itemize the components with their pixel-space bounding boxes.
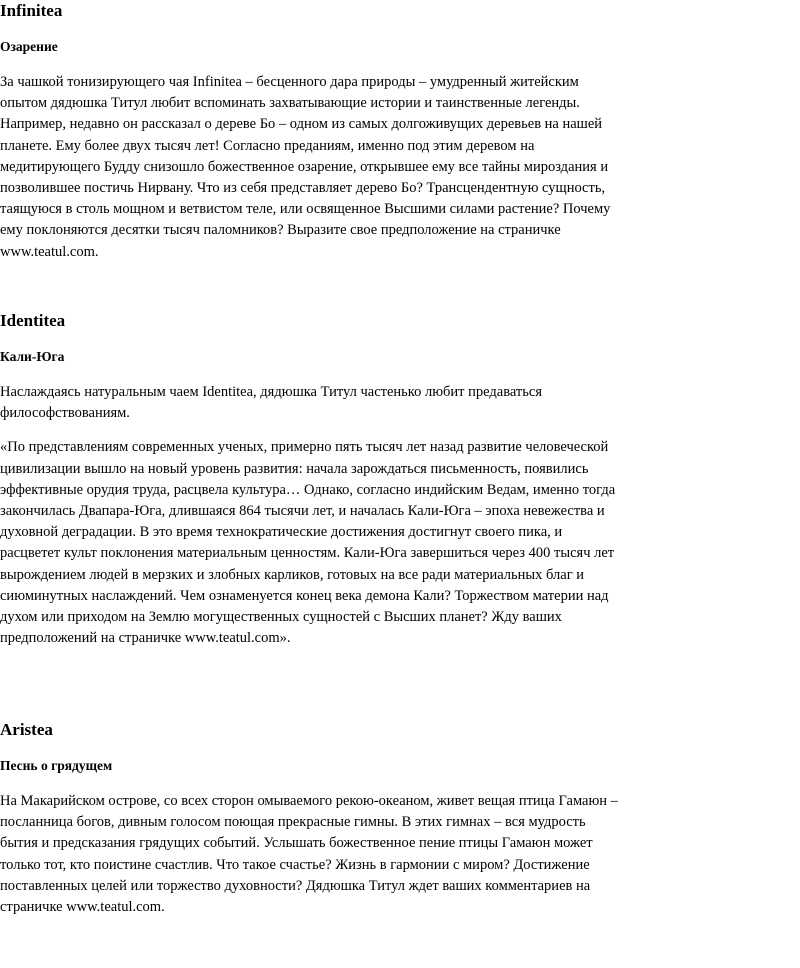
section-subtitle: Кали-Юга — [0, 349, 65, 364]
section-paragraph: За чашкой тонизирующего чая Infinitea – бесценного дара природы – умудренный житейским опытом дядюшка Титул любит вспоминать захватывающие истории и таинственные легенды. Например, недавно он рассказал о дереве Бо – одном из самых долгоживущих деревьев на нашей планете. Ему более двух тысяч лет! Согласно преданиям, именно под этим деревом на медитирующего Будду снизошло божественное озарение, открывшее ему все тайны мироздания и позволившее постичь Нирвану. Что из себя представляет дерево Бо? Трансцендентную сущность, таящуюся в столь мощном и ветвистом теле, или освященное Высшими силами растение? Почему ему поклоняются десятки тысяч паломников? Выразите свое предположение на страничке www.teatul.com. — [0, 74, 611, 260]
section-subtitle: Песнь о грядущем — [0, 758, 113, 773]
section-title: Infinitea — [0, 1, 63, 20]
section-paragraph: «По представлениям современных ученых, примерно пять тысяч лет назад развитие человеческой цивилизации вышло на новый уровень развития: начала зарождаться письменность, появились эффективные орудия труда, расцвела культура… Однако, согласно индийским Ведам, именно тогда закончилась Двапара-Юга, длившаяся 864 тысячи лет, и началась Кали-Юга – эпоха невежества и духовной деградации. В это время технократические достижения достигнут своего пика, и расцветет культ поклонения материальным ценностям. Кали-Юга завершиться через 400 тысяч лет вырождением людей в мерзких и злобных карликов, готовых на все ради материальных благ и сиюминутных наслаждений. Чем ознаменуется конец века демона Кали? Торжеством материи над духом или приходом на Землю могущественных сущностей с Высших планет? Жду ваших предположений на страничке www.teatul.com». — [0, 439, 616, 647]
section-paragraph: На Макарийском острове, со всех сторон омываемого рекою-океаном, живет вещая птица Гамаюн – посланница богов, дивным голосом поющая прекрасные гимны. В этих гимнах – вся мудрость бытия и предсказания грядущих событий. Услышать божественное пение птицы Гамаюн может только тот, кто поистине счастлив. Что такое счастье? Жизнь в гармонии с миром? Достижение поставленных целей или торжество духовности? Дядюшка Титул ждет ваших комментариев на страничке www.teatul.com. — [0, 793, 618, 916]
section-aristea — [0, 719, 625, 918]
section-subtitle: Озарение — [0, 39, 58, 54]
section-infinitea — [0, 0, 625, 263]
section-paragraph: Наслаждаясь натуральным чаем Identitea, дядюшка Титул частенько любит предаваться философствованиям. — [0, 384, 542, 422]
section-title: Aristea — [0, 720, 53, 739]
section-title: Identitea — [0, 311, 66, 330]
section-identitea — [0, 310, 625, 649]
